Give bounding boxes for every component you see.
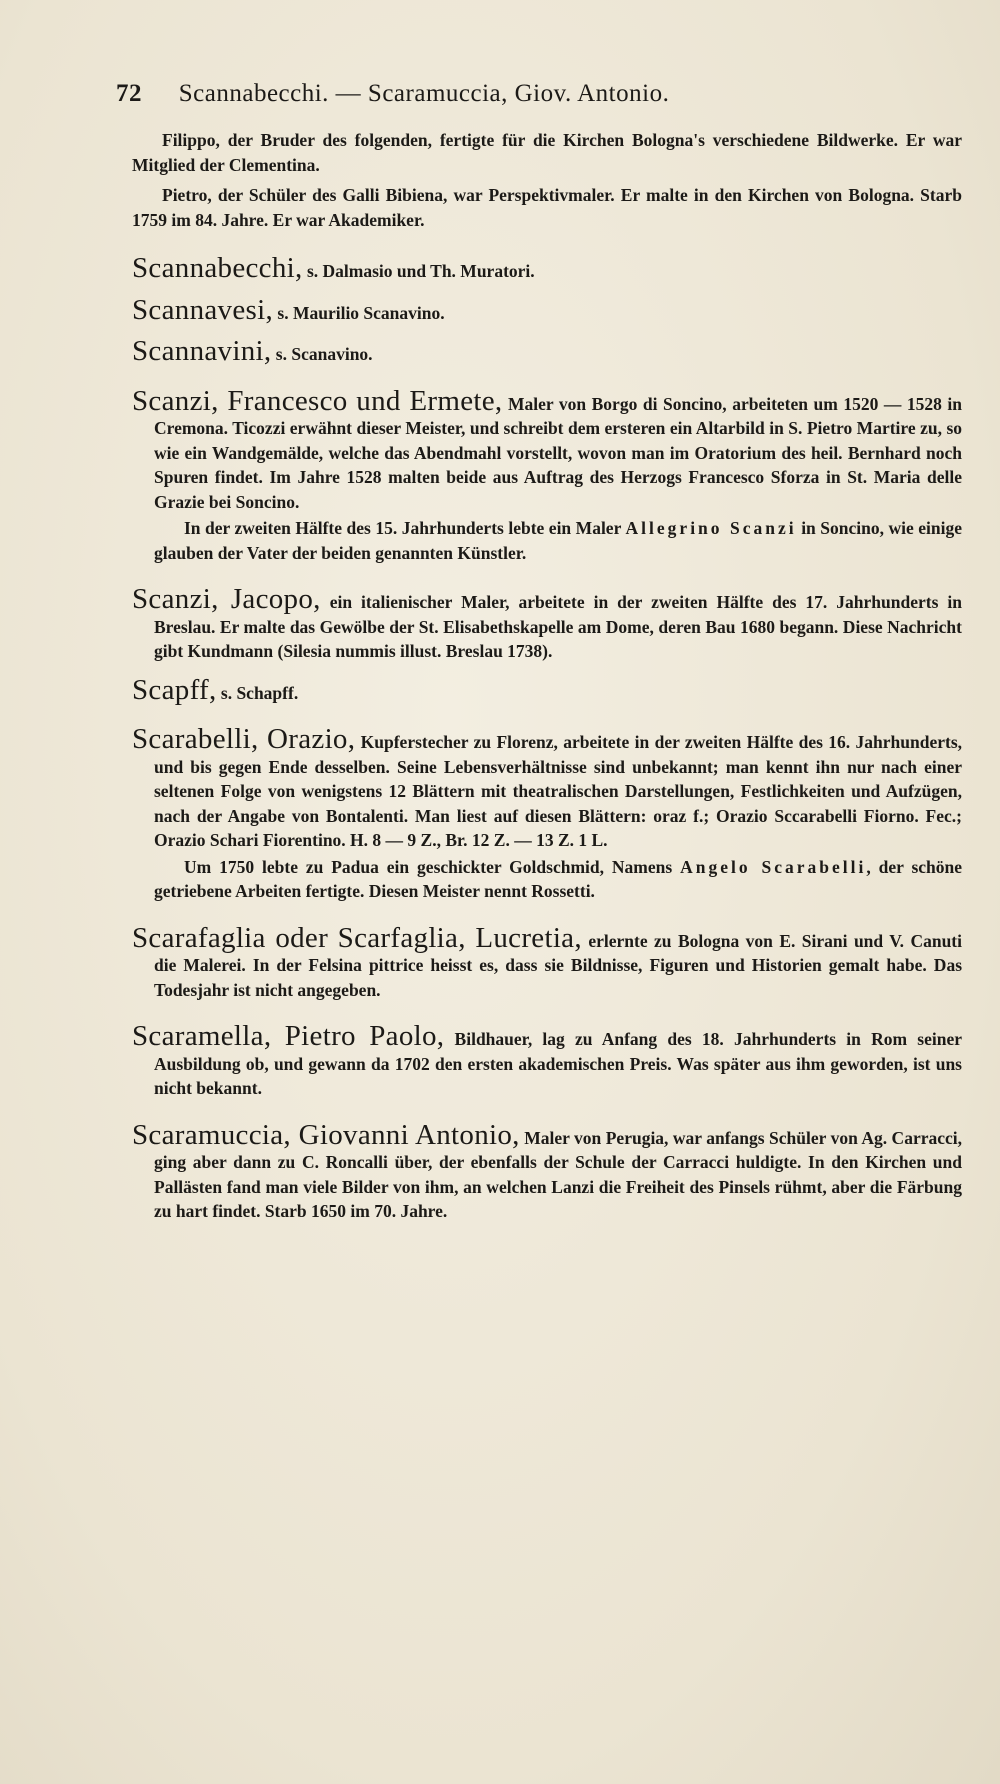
entry-headword: Scapff, [132, 673, 217, 706]
entry-text: Bildhauer, lag zu Anfang des 18. Jahrhunderts in Rom seiner Ausbildung ob, und gewann da 1702 den ersten akademischen Preis. Was später aus ihm geworden, ist uns nicht bekannt. [154, 1029, 962, 1098]
sub-name: Allegrino Scanzi [625, 518, 797, 538]
entry-text: Kupferstecher zu Florenz, arbeitete in der zweiten Hälfte des 16. Jahrhunderts, und bis gegen Ende desselben. Seine Lebensverhältnisse sind unbekannt; man kennt ihn nur nach einer seltenen Folge von wenigstens 12 Blättern mit theatralischen Darstellungen, Festlichkeiten und Aufzügen, nach der Angabe von Bontalenti. Man liest auf diesen Blättern: oraz f.; Orazio Sccarabelli Fiorno. Fec.; Orazio Schari Fiorentino. H. 8 — 9 Z., Br. 12 Z. — 13 Z. 1 L. [154, 732, 963, 850]
sub-text-after: , der schöne getriebene Arbeiten fertigte. Diesen Meister nennt Rossetti. [154, 856, 963, 901]
entry-cross-reference: s. Maurilio Scanavino. [277, 302, 445, 323]
entry-text: ein italienischer Maler, arbeitete in der zweiten Hälfte des 17. Jahrhunderts in Breslau. Er malte das Gewölbe der St. Elisabethskapelle am Dome, deren Bau 1680 begann. Diese Nachricht gibt Kundmann (Silesia nummis illust. Breslau 1738). [154, 592, 962, 661]
entry-headword: Scannavini, [132, 335, 272, 367]
sub-name: Angelo Scarabelli [680, 856, 867, 877]
entry-scarafaglia [132, 921, 962, 1003]
entry-text: Maler von Borgo di Soncino, arbeiteten um 1520 — 1528 in Cremona. Ticozzi erwähnt dieser Meister, und schreibt dem ersteren ein Altarbild in S. Pietro Martire zu, so wie ein Wandgemälde, welche das Abendmahl vorstellt, wovon man im Oratorium des heil. Bernhard noch Spuren findet. Im Jahre 1528 malten beide aus Auftrag des Herzogs Francesco Sforza in St. Maria delle Grazie bei Soncino. [154, 393, 963, 512]
intro-paragraph-filippo: Filippo, der Bruder des folgenden, fertigte für die Kirchen Bologna's verschiedene Bildwerke. Er war Mitglied der Clementina. [132, 130, 962, 175]
sub-text-before: Um 1750 lebte zu Padua ein geschickter Goldschmid, Namens [184, 856, 673, 877]
entry-sub-paragraph [154, 516, 962, 565]
running-header [116, 80, 876, 108]
entry-headword: Scanzi, Jacopo, [132, 583, 321, 615]
entry-scannabecchi [132, 252, 962, 284]
page-number: 72 [116, 80, 142, 107]
entry-sub-paragraph [154, 855, 962, 904]
entry-headword: Scaramella, Pietro Paolo, [132, 1020, 445, 1052]
entry-cross-reference: s. Dalmasio und Th. Muratori. [306, 261, 535, 281]
intro-paragraph-pietro: Pietro, der Schüler des Galli Bibiena, war Perspektivmaler. Er malte in den Kirchen von Bologna. Starb 1759 im 84. Jahre. Er war Akademiker. [132, 185, 962, 230]
entry-text: erlernte zu Bologna von E. Sirani und V. Canuti die Malerei. In der Felsina pittrice heisst es, dass sie Bildnisse, Figuren und Historien gemalt habe. Das Todesjahr ist nicht angegeben. [154, 930, 962, 1000]
entry-scanzi-jacopo [132, 583, 962, 664]
entry-headword: Scarabelli, Orazio, [132, 723, 356, 755]
entry-headword: Scaramuccia, Giovanni Antonio, [132, 1118, 520, 1151]
entry-headword: Scanzi, Francesco und Ermete, [132, 384, 503, 417]
entry-scannavini [132, 335, 962, 367]
running-title: Scannabecchi. — Scaramuccia, Giov. Antonio. [178, 80, 670, 107]
entry-scannavesi [132, 293, 962, 326]
entry-cross-reference: s. Schapff. [220, 682, 299, 703]
entry-scanzi-francesco [132, 384, 963, 515]
entry-headword: Scannabecchi, [132, 252, 303, 284]
entry-cross-reference: s. Scanavino. [275, 344, 373, 364]
sub-text-after: in Soncino, wie einige glauben der Vater der beiden genannten Künstler. [154, 518, 963, 563]
entry-scaramuccia [132, 1118, 962, 1224]
entry-scarabelli [132, 723, 963, 853]
entry-text: Maler von Perugia, war anfangs Schüler von Ag. Carracci, ging aber dann zu C. Roncalli über, der ebenfalls der Schule der Carracci huldigte. In den Kirchen und Pallästen fand man viele Bilder von ihm, an welchen Lanzi die Freiheit des Pinsels rühmt, aber die Färbung zu hart findet. Starb 1650 im 70. Jahre. [154, 1127, 962, 1221]
page-body [132, 128, 962, 1224]
entry-headword: Scannavesi, [132, 293, 274, 326]
entry-scaramella [132, 1020, 962, 1101]
sub-text-before: In der zweiten Hälfte des 15. Jahrhunderts lebte ein Maler [184, 518, 622, 538]
entry-headword: Scarafaglia oder Scarfaglia, Lucretia, [132, 921, 582, 954]
entry-scapff [132, 673, 962, 706]
